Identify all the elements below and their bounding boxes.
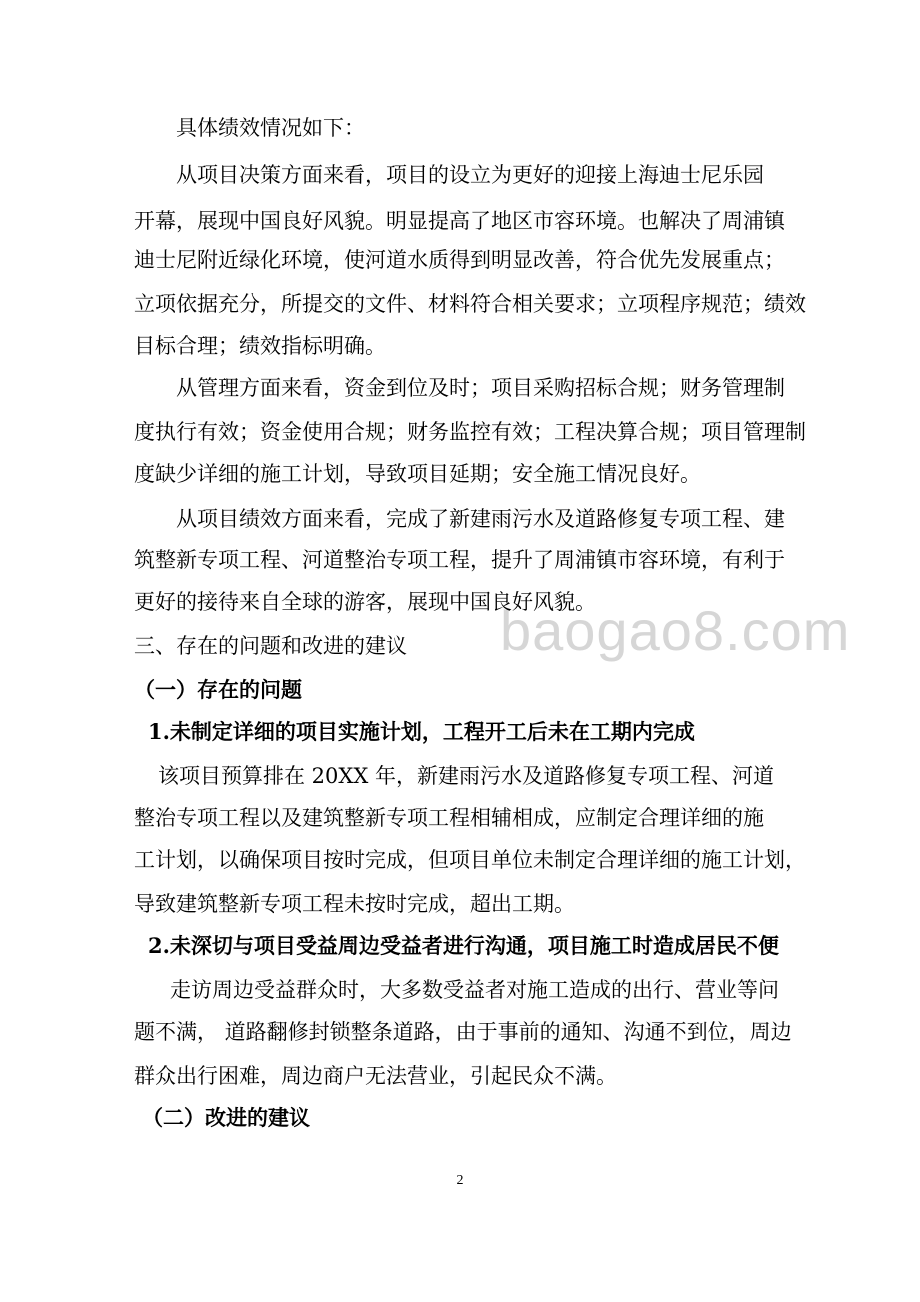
issue-heading: 2.未深切与项目受益周边受益者进行沟通，项目施工时造成居民不便 bbox=[148, 933, 779, 958]
watermark: baogao8.com bbox=[500, 599, 851, 662]
paragraph-line: 题不满， 道路翻修封锁整条道路，由于事前的通知、沟通不到位，周边 bbox=[134, 1020, 792, 1044]
paragraph-line: 度缺少详细的施工计划，导致项目延期；安全施工情况良好。 bbox=[134, 462, 701, 486]
paragraph-line: 群众出行困难，周边商户无法营业，引起民众不满。 bbox=[134, 1064, 617, 1088]
paragraph-line: 整治专项工程以及建筑整新专项工程相辅相成，应制定合理详细的施 bbox=[134, 806, 764, 830]
paragraph-line: 从项目绩效方面来看，完成了新建雨污水及道路修复专项工程、建 bbox=[176, 507, 785, 531]
paragraph-line: 从项目决策方面来看，项目的设立为更好的迎接上海迪士尼乐园 bbox=[176, 163, 764, 187]
subsection-heading: （一）存在的问题 bbox=[134, 677, 302, 702]
section-heading: 三、存在的问题和改进的建议 bbox=[134, 634, 407, 658]
paragraph-line: 从管理方面来看，资金到位及时；项目采购招标合规；财务管理制 bbox=[176, 376, 785, 400]
issue-heading: 1.未制定详细的项目实施计划，工程开工后未在工期内完成 bbox=[148, 719, 695, 744]
paragraph-line: 导致建筑整新专项工程未按时完成，超出工期。 bbox=[134, 892, 575, 916]
paragraph-line: 具体绩效情况如下： bbox=[176, 116, 365, 140]
paragraph-line: 更好的接待来自全球的游客，展现中国良好风貌。 bbox=[134, 590, 596, 614]
paragraph-line: 工计划，以确保项目按时完成，但项目单位未制定合理详细的施工计划， bbox=[134, 848, 806, 872]
paragraph-line: 立项依据充分，所提交的文件、材料符合相关要求；立项程序规范；绩效 bbox=[134, 292, 806, 316]
paragraph-line: 该项目预算排在 20XX 年，新建雨污水及道路修复专项工程、河道 bbox=[158, 764, 774, 788]
paragraph-line: 迪士尼附近绿化环境，使河道水质得到明显改善，符合优先发展重点； bbox=[134, 248, 785, 272]
paragraph-line: 筑整新专项工程、河道整治专项工程，提升了周浦镇市容环境，有利于 bbox=[134, 548, 785, 572]
page-number: 2 bbox=[456, 1173, 464, 1188]
paragraph-line: 度执行有效；资金使用合规；财务监控有效；工程决算合规；项目管理制 bbox=[134, 420, 806, 444]
paragraph-line: 走访周边受益群众时，大多数受益者对施工造成的出行、营业等问 bbox=[170, 978, 779, 1002]
paragraph-line: 目标合理；绩效指标明确。 bbox=[134, 334, 386, 358]
subsection-heading: （二）改进的建议 bbox=[142, 1105, 310, 1130]
paragraph-line: 开幕，展现中国良好风貌。明显提高了地区市容环境。也解决了周浦镇 bbox=[134, 209, 785, 233]
